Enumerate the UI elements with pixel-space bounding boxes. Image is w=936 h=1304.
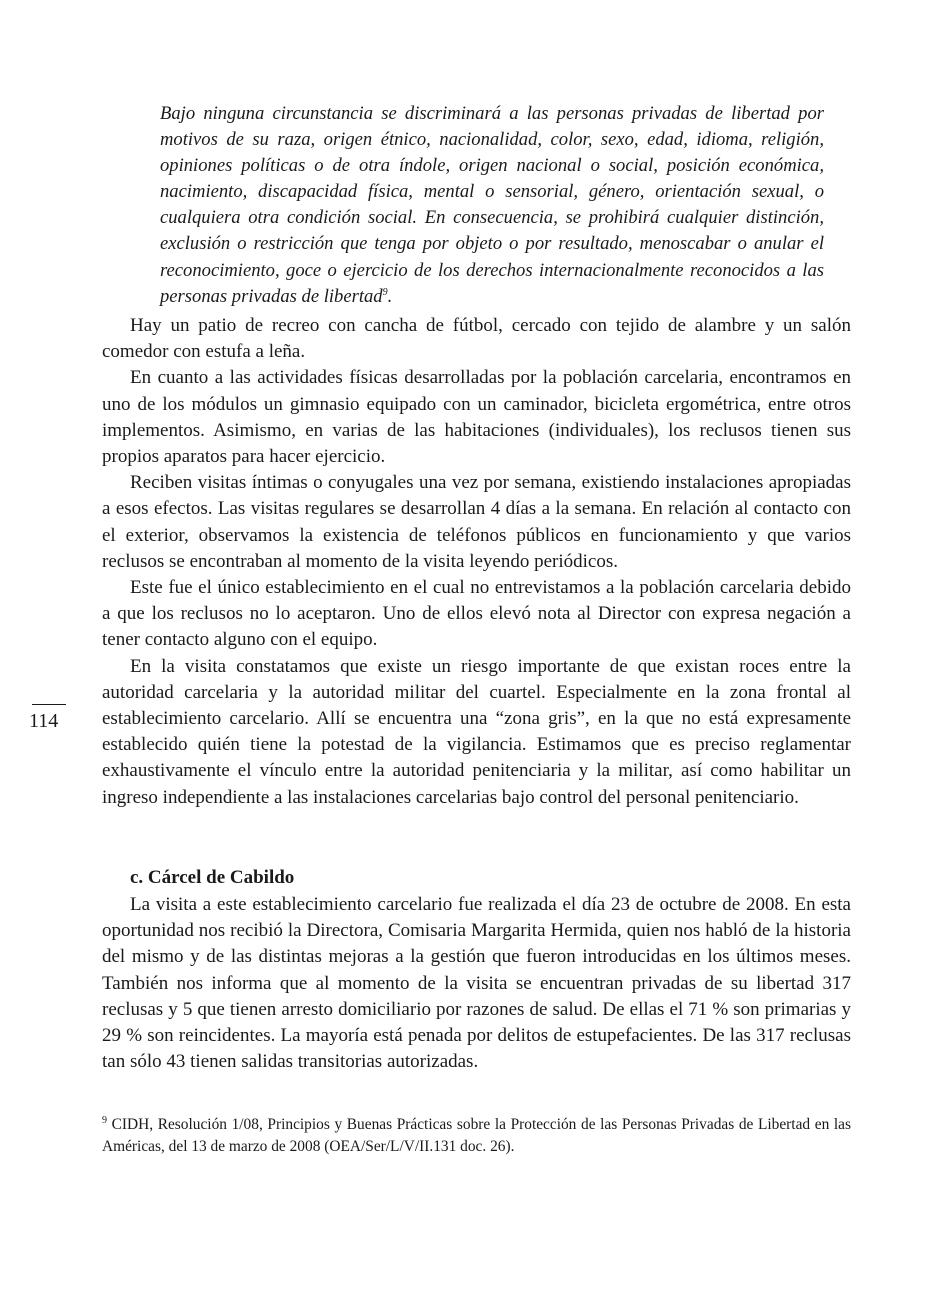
paragraph: La visita a este establecimiento carcelario fue realizada el día 23 de octubre de 2008. En esta oportunidad nos recibió la Directora, Comisaria Margarita Hermida, quien nos habló de la historia del mismo y de las distintas mejoras a la gestión que fueron introducidas en los últimos meses. También nos informa que al momento de la visita se encuentran privadas de su libertad 317 reclusas y 5 que tienen arresto domiciliario por razones de salud. De ellas el 71 % son primarias y 29 % son reincidentes. La mayoría está penada por delitos de estupefacientes. De las 317 reclusas tan sólo 43 tienen salidas transitorias autorizadas. bbox=[102, 894, 851, 1073]
footnote-reference: 9 bbox=[382, 286, 388, 298]
page-number-rule bbox=[32, 704, 66, 705]
section-heading: c. Cárcel de Cabildo bbox=[130, 867, 295, 888]
body-text bbox=[102, 313, 851, 811]
paragraph: En cuanto a las actividades físicas desarrolladas por la población carcelaria, encontramos en uno de los módulos un gimnasio equipado con un caminador, bicicleta ergométrica, entre otros implementos. Asimismo, en varias de las habitaciones (individuales), los reclusos tienen sus propios aparatos para hacer ejercicio. bbox=[102, 367, 851, 468]
paragraph: Este fue el único establecimiento en el cual no entrevistamos a la población carcelaria debido a que los reclusos no lo aceptaron. Uno de ellos elevó nota al Director con expresa negación a tener contacto alguno con el equipo. bbox=[102, 577, 851, 651]
page-number: 114 bbox=[29, 710, 59, 732]
quote-text: Bajo ninguna circunstancia se discriminará a las personas privadas de libertad por motivos de su raza, origen étnico, nacionalidad, color, sexo, edad, idioma, religión, opiniones políticas o de otra índole, origen nacional o social, posición económica, nacimiento, discapacidad física, mental o sensorial, género, orientación sexual, o cualquiera otra condición social. En consecuencia, se prohibirá cualquier distinción, exclusión o restricción que tenga por objeto o por resultado, menoscabar o anular el reconocimiento, goce o ejercicio de los derechos internacionalmente reconocidos a las personas privadas de libertad bbox=[160, 103, 824, 307]
paragraph: Reciben visitas íntimas o conyugales una vez por semana, existiendo instalaciones apropiadas a esos efectos. Las visitas regulares se desarrollan 4 días a la semana. En relación al contacto con el exterior, observamos la existencia de teléfonos públicos en funcionamiento y que varios reclusos se encontraban al momento de la visita leyendo periódicos. bbox=[102, 472, 851, 572]
footnote bbox=[102, 1114, 851, 1158]
footnote-marker: 9 bbox=[102, 1114, 107, 1126]
section-text bbox=[102, 892, 851, 1075]
quote-trailing: . bbox=[387, 285, 393, 307]
paragraph: Hay un patio de recreo con cancha de fútbol, cercado con tejido de alambre y un salón comedor con estufa a leña. bbox=[102, 315, 851, 363]
block-quote bbox=[160, 101, 824, 310]
paragraph: En la visita constatamos que existe un riesgo importante de que existan roces entre la autoridad carcelaria y la autoridad militar del cuartel. Especialmente en la zona frontal al establecimiento carcelario. Allí se encuentra una “zona gris”, en la que no está expresamente establecido quién tiene la potestad de la vigilancia. Estimamos que es preciso reglamentar exhaustivamente el vínculo entre la autoridad penitenciaria y la militar, así como habilitar un ingreso independiente a las instalaciones carcelarias bajo control del personal penitenciario. bbox=[102, 655, 851, 808]
footnote-text: CIDH, Resolución 1/08, Principios y Buenas Prácticas sobre la Protección de las Personas Privadas de Libertad en las Américas, del 13 de marzo de 2008 (OEA/Ser/L/V/II.131 doc. 26). bbox=[102, 1116, 851, 1155]
